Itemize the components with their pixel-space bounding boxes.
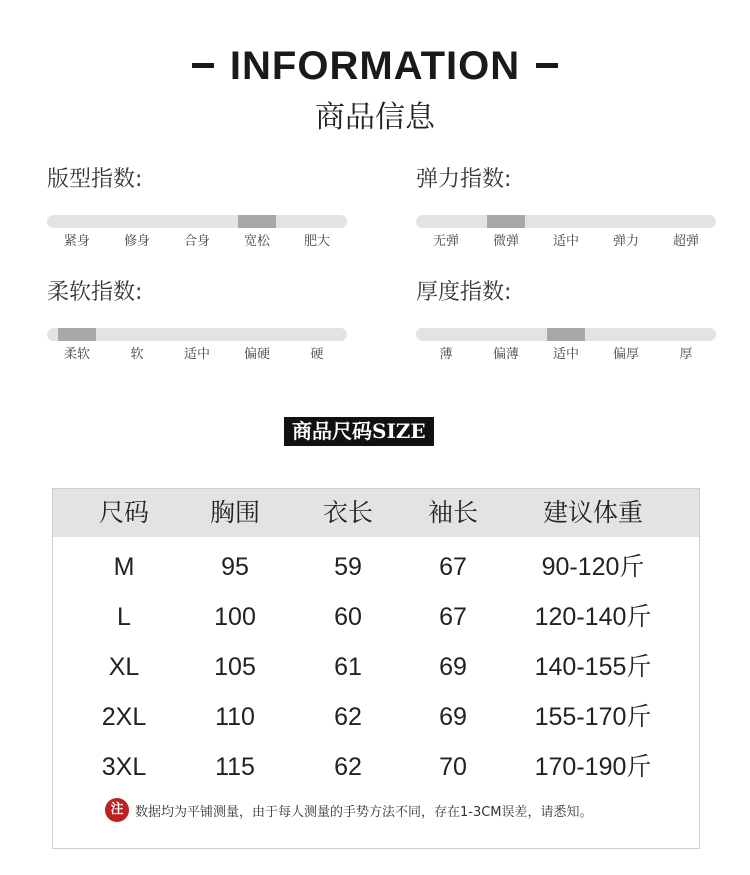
index-indicator — [238, 215, 276, 228]
measurement-note — [105, 798, 593, 824]
index-label: 紧身 — [63, 234, 90, 249]
index-label: 厚 — [679, 347, 693, 362]
table-header — [53, 489, 699, 537]
header-dash-left — [192, 63, 214, 68]
table-cell: 110 — [215, 703, 255, 731]
index-labels — [416, 345, 716, 365]
table-header-cell: 尺码 — [98, 498, 149, 527]
table-cell: 62 — [334, 703, 362, 731]
table-header-cell: 衣长 — [322, 498, 373, 527]
table-row — [53, 542, 699, 592]
table-cell: 170-190斤 — [534, 753, 652, 781]
table-cell: 115 — [215, 753, 255, 781]
table-cell: 155-170斤 — [534, 703, 652, 731]
table-cell: 3XL — [101, 753, 147, 781]
note-icon: 注 — [105, 798, 129, 822]
index-label: 柔软 — [63, 347, 90, 362]
table-row — [53, 592, 699, 642]
index-fit — [47, 165, 347, 252]
size-table — [52, 488, 700, 849]
index-label: 硬 — [310, 347, 324, 362]
header-dash-right — [536, 63, 558, 68]
index-labels — [416, 232, 716, 252]
index-label: 合身 — [183, 234, 210, 249]
index-track — [47, 328, 347, 341]
index-softness — [47, 278, 347, 365]
table-cell: 120-140斤 — [534, 603, 652, 631]
index-label: 偏硬 — [243, 347, 270, 362]
table-row — [53, 742, 699, 792]
index-label: 偏薄 — [492, 347, 519, 362]
index-indicator — [547, 328, 585, 341]
index-label: 适中 — [552, 234, 579, 249]
index-title: 柔软指数: — [47, 280, 143, 305]
index-label: 肥大 — [303, 234, 330, 249]
table-cell: L — [117, 603, 131, 631]
index-label: 无弹 — [432, 234, 459, 249]
table-cell: 2XL — [101, 703, 147, 731]
index-label: 微弹 — [492, 234, 519, 249]
index-labels — [47, 232, 347, 252]
page-header — [0, 40, 750, 138]
table-cell: 69 — [439, 653, 467, 681]
table-header-cell: 建议体重 — [542, 498, 643, 527]
table-cell: XL — [108, 653, 140, 681]
index-label: 修身 — [123, 234, 150, 249]
table-cell: 61 — [334, 653, 362, 681]
table-cell: 59 — [334, 553, 362, 581]
table-cell: 70 — [439, 753, 467, 781]
table-row — [53, 642, 699, 692]
index-title: 弹力指数: — [416, 167, 512, 192]
index-label: 适中 — [183, 347, 210, 362]
index-track — [47, 215, 347, 228]
table-cell: 140-155斤 — [534, 653, 652, 681]
index-track — [416, 328, 716, 341]
table-cell: 95 — [221, 553, 249, 581]
index-indicator — [487, 215, 525, 228]
table-cell: 67 — [439, 603, 467, 631]
table-cell: 60 — [334, 603, 362, 631]
table-cell: 105 — [214, 653, 256, 681]
index-label: 偏厚 — [612, 347, 639, 362]
table-cell: 90-120斤 — [541, 553, 645, 581]
index-label: 超弹 — [672, 234, 699, 249]
table-cell: M — [113, 553, 135, 581]
index-indicator — [58, 328, 96, 341]
header-title-en: INFORMATION — [229, 44, 521, 88]
index-label: 适中 — [552, 347, 579, 362]
index-label: 宽松 — [243, 234, 270, 249]
table-header-cell: 胸围 — [209, 498, 260, 527]
index-elasticity — [416, 165, 716, 252]
table-cell: 100 — [214, 603, 256, 631]
index-track — [416, 215, 716, 228]
index-label: 软 — [130, 347, 144, 362]
table-cell: 67 — [439, 553, 467, 581]
index-title: 厚度指数: — [416, 280, 512, 305]
table-cell: 62 — [334, 753, 362, 781]
index-label: 弹力 — [612, 234, 639, 249]
table-row — [53, 692, 699, 742]
index-title: 版型指数: — [47, 167, 143, 192]
size-section-title: 商品尺码SIZE — [284, 417, 434, 446]
note-text: 数据均为平铺测量，由于每人测量的手势方法不同，存在1-3CM误差，请悉知。 — [135, 804, 593, 820]
index-label: 薄 — [439, 347, 453, 362]
index-thickness — [416, 278, 716, 365]
table-header-cell: 袖长 — [427, 498, 478, 527]
header-title-en-row — [0, 40, 750, 92]
index-labels — [47, 345, 347, 365]
table-cell: 69 — [439, 703, 467, 731]
header-title-cn: 商品信息 — [315, 100, 435, 135]
